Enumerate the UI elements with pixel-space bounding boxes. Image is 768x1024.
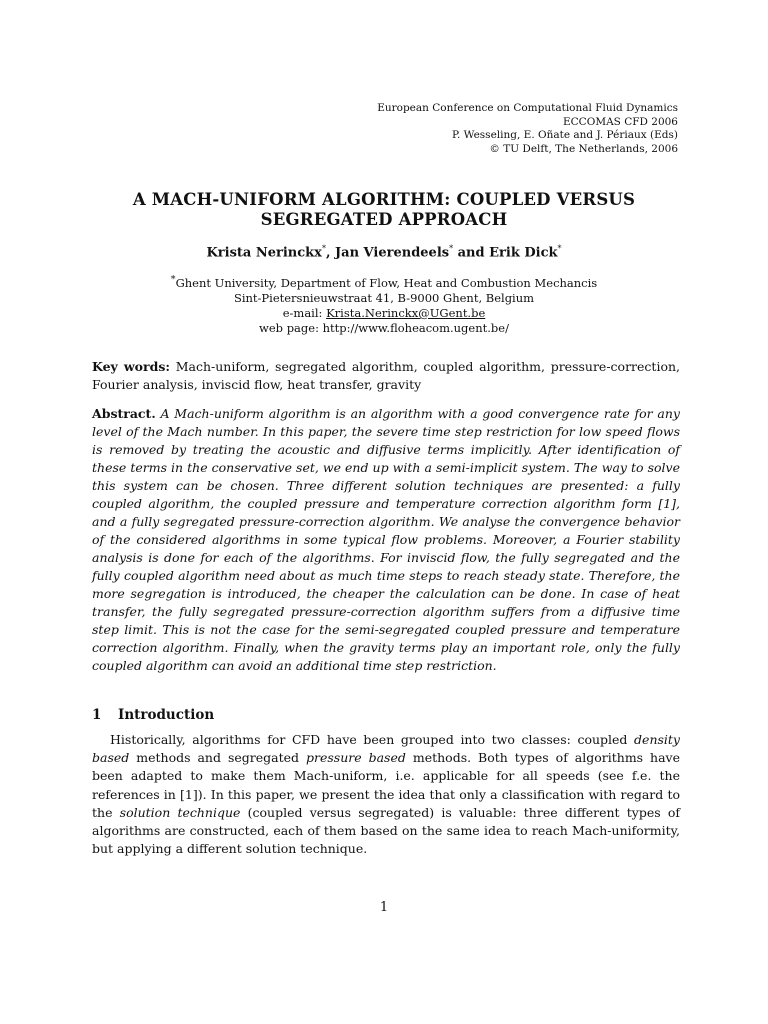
author-name: Jan Vierendeels bbox=[335, 245, 450, 261]
intro-text: (coupled versus segregated) is valuable: three different types of algorithms are constructed, each of them based on the same idea to reach Mach-uniformity, but applying a different solution technique. bbox=[92, 804, 680, 857]
conference-line: European Conference on Computational Fluid Dynamics bbox=[377, 102, 678, 114]
section-number: 1 bbox=[92, 707, 102, 723]
abstract-text: A Mach-uniform algorithm is an algorithm with a good convergence rate for any level of the Mach number. In this paper, the severe time step restriction for low speed flows is removed by treating the acoustic and diffusive terms implicitly. After identification of these terms in the conservative set, we end up with a semi-implicit system. The way to solve this system can be chosen. Three different solution techniques are presented: a fully coupled algorithm, the coupled pressure and temperature correction algorithm form [1], and a fully segregated pressure-correction algorithm. We analyse the convergence behavior of the considered algorithms in some typical flow problems. Moreover, a Fourier stability analysis is done for each of the algorithms. For inviscid flow, the fully segregated and the fully coupled algorithm need about as much time steps to reach steady state. Therefore, the more segregation is introduced, the cheaper the calculation can be done. In case of heat transfer, the fully segregated pressure-correction algorithm suffers from a diffusive time step limit. This is not the case for the semi-segregated coupled pressure and temperature correction algorithm. Finally, when the gravity terms play an important role, only the fully coupled algorithm can avoid an additional time step restriction. bbox=[92, 406, 680, 673]
author-separator: and bbox=[453, 245, 490, 261]
title-line-2: SEGREGATED APPROACH bbox=[260, 210, 508, 229]
paper-title bbox=[0, 190, 768, 230]
abstract-block bbox=[92, 405, 680, 675]
intro-text: Historically, algorithms for CFD have been grouped into two classes: coupled bbox=[110, 732, 635, 747]
affiliation-web-line: web page: http://www.floheacom.ugent.be/ bbox=[259, 320, 509, 335]
conference-line: P. Wesseling, E. Oñate and J. Périaux (Eds) bbox=[452, 129, 678, 141]
author-name: Erik Dick bbox=[489, 245, 558, 261]
conference-line: © TU Delft, The Netherlands, 2006 bbox=[489, 142, 678, 155]
page-number: 1 bbox=[379, 900, 389, 915]
keywords-text: Mach-uniform, segregated algorithm, coupled algorithm, pressure-correction, Fourier analysis, inviscid flow, heat transfer, gravity bbox=[92, 359, 681, 392]
email-label: e-mail: bbox=[282, 305, 327, 320]
author-mark: * bbox=[557, 244, 562, 253]
affiliation-mark: * bbox=[170, 274, 176, 285]
section-heading bbox=[92, 707, 214, 723]
author-name: Krista Nerinckx bbox=[206, 245, 322, 261]
affiliation-line-2: Sint-Pietersnieuwstraat 41, B-9000 Ghent, Belgium bbox=[233, 290, 535, 305]
author-separator: , bbox=[325, 245, 335, 261]
section-title: Introduction bbox=[118, 707, 215, 723]
affiliation-line-1 bbox=[0, 272, 768, 291]
keywords-label: Key words: bbox=[92, 359, 170, 374]
intro-text: methods and segregated bbox=[129, 750, 306, 766]
intro-text: methods. Both types of algorithms have been adapted to make them Mach-uniform, i.e. applicable for all speeds (see f.e. the references in [1]). In this paper, we present the idea that only a classification with regard to the bbox=[92, 750, 681, 820]
affiliation-email-line bbox=[0, 306, 768, 321]
abstract-label: Abstract. bbox=[92, 406, 156, 421]
keywords-block bbox=[92, 358, 680, 394]
author-mark: * bbox=[321, 244, 326, 253]
affiliation bbox=[0, 272, 768, 336]
email-link[interactable]: Krista.Nerinckx@UGent.be bbox=[326, 305, 486, 320]
intro-emphasis: density based bbox=[92, 732, 680, 766]
intro-emphasis: solution technique bbox=[119, 804, 241, 820]
author-list bbox=[0, 244, 768, 260]
author-mark: * bbox=[449, 244, 454, 253]
affiliation-institution: Ghent University, Department of Flow, Heat and Combustion Mechancis bbox=[175, 275, 598, 290]
title-line-1: A MACH-UNIFORM ALGORITHM: COUPLED VERSUS bbox=[132, 190, 636, 209]
intro-emphasis: pressure based bbox=[306, 750, 406, 766]
conference-header bbox=[377, 102, 678, 156]
intro-paragraph bbox=[92, 731, 680, 858]
conference-line: ECCOMAS CFD 2006 bbox=[562, 115, 678, 128]
